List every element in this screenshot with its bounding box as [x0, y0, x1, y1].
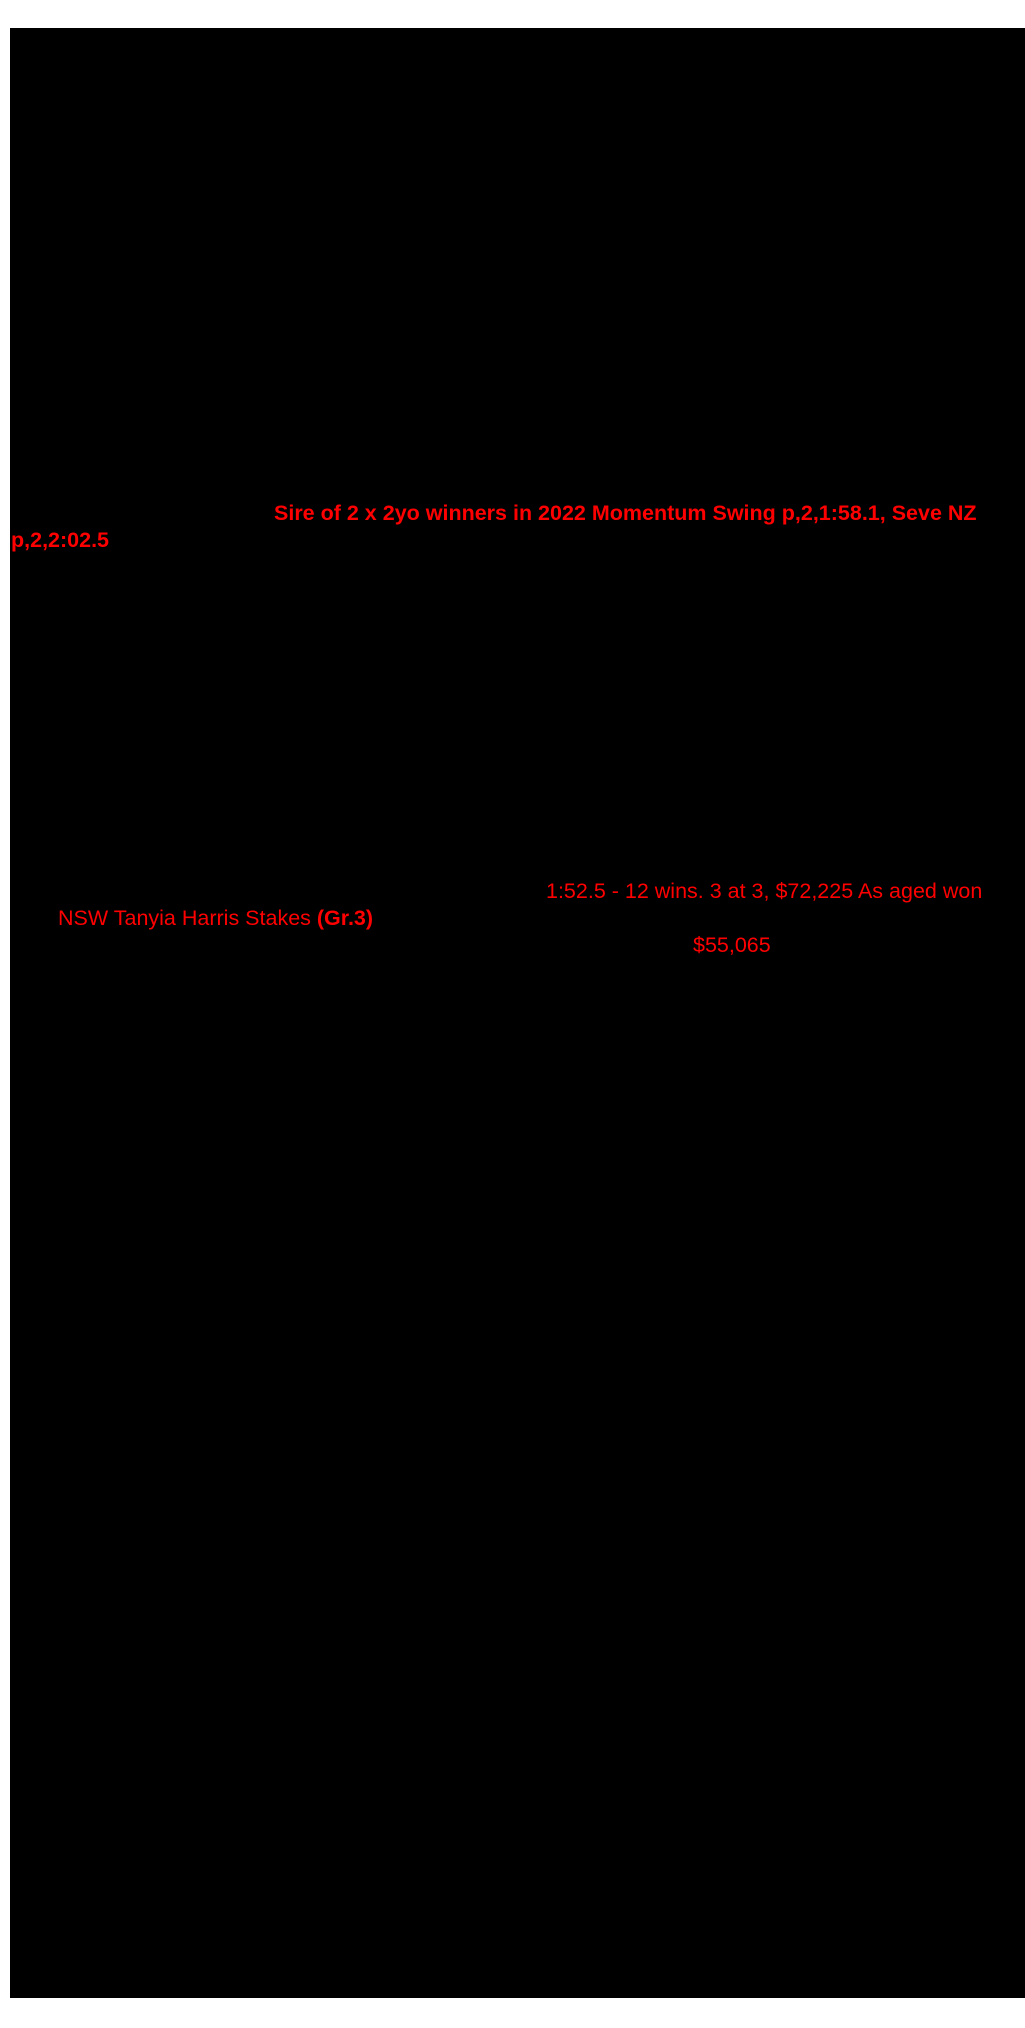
page-content-area [10, 28, 1025, 1998]
stakes-race-line [58, 905, 373, 932]
stakes-race-grade: (Gr.3) [316, 906, 374, 930]
sire-progeny-note-line1: Sire of 2 x 2yo winners in 2022 Momentum Swing p,2,1:58.1, Seve NZ [274, 501, 977, 525]
race-record-text: 1:52.5 - 12 wins. 3 at 3, $72,225 As aged won [546, 879, 983, 903]
sire-progeny-note-line2: p,2,2:02.5 [11, 528, 109, 552]
earnings-amount: $55,065 [693, 933, 771, 957]
stakes-race-name: NSW Tanyia Harris Stakes [58, 906, 317, 930]
